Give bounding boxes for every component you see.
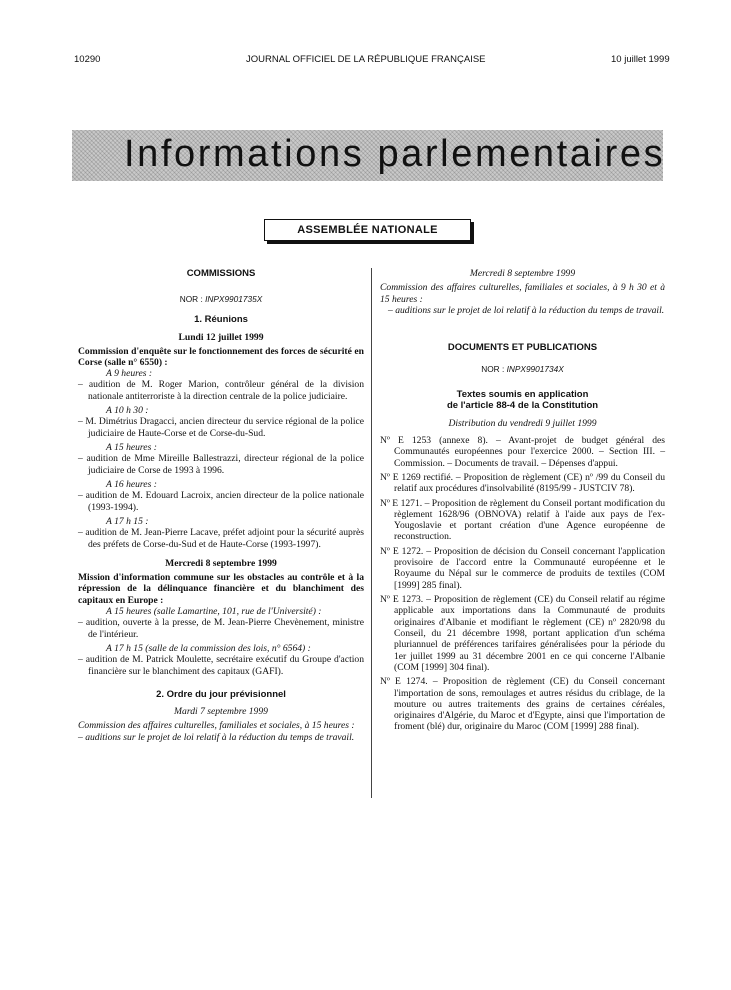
right-column [380, 268, 665, 736]
date-heading: Lundi 12 juillet 1999 [178, 332, 264, 344]
assembly-box: ASSEMBLÉE NATIONALE [264, 219, 471, 241]
agenda-item: – audition de M. Roger Marion, contrôleur général de la division nationale antiterroriste à la direction centrale de la police judiciaire. [78, 379, 364, 402]
section-reunions: 1. Réunions [194, 313, 248, 325]
agenda-item: – audition, ouverte à la presse, de M. Jean-Pierre Chevènement, ministre de l'intérieur. [78, 617, 364, 640]
textes-heading-line2: de l'article 88-4 de la Constitution [446, 400, 599, 412]
document-entry: Nº E 1269 rectifié. – Proposition de règlement (CE) nº /99 du Conseil du relatif aux procédures d'insolvabilité (8195/99 - JUSTCIV 78). [380, 471, 665, 495]
issue-date: 10 juillet 1999 [611, 54, 670, 65]
agenda-item: – auditions sur le projet de loi relatif à la réduction du temps de travail. [388, 304, 665, 316]
agenda-item: – audition de M. Jean-Pierre Lacave, préfet adjoint pour la sécurité auprès des préfets de Corse-du-Sud et de Haute-Corse (1993-1997). [78, 527, 364, 550]
nor-reference [380, 365, 665, 375]
time-label: A 17 h 15 (salle de la commission des lois, n° 6564) : [106, 643, 311, 654]
date-heading: Mercredi 8 septembre 1999 [165, 557, 277, 569]
commissions-heading: COMMISSIONS [186, 268, 256, 279]
time-label: A 15 heures : [106, 442, 157, 453]
agenda-item: – M. Dimétrius Dragacci, ancien directeur du service régional de la police judiciaire de Haute-Corse et de Corse-du-Sud. [78, 416, 364, 439]
document-entry: Nº E 1274. – Proposition de règlement (CE) du Conseil concernant l'importation de sons, remoulages et autres résidus du criblage, de la mouture ou autres traitements des grains de certaines céréales, originaires d'Algérie, du Maroc et d'Egypte, ainsi que l'importation de froment (blé) dur, originaire du Maroc (COM [1999] 288 final). [380, 676, 665, 733]
nor-reference [78, 295, 364, 305]
documents-heading: DOCUMENTS ET PUBLICATIONS [447, 342, 598, 354]
document-entry: Nº E 1271. – Proposition de règlement du Conseil portant modification du règlement 1628/96 (OBNOVA) relatif à l'aide aux pays de l'ex-Yougoslavie et portant création d'une Agence européenne de reconstruction. [380, 497, 665, 543]
date-heading: Mardi 7 septembre 1999 [174, 706, 268, 718]
document-entry: Nº E 1272. – Proposition de décision du Conseil concernant l'application provisoire de l'accord entre la Communauté européenne et le Royaume du Népal sur le commerce de produits de textiles (COM [1999] 285 final). [380, 545, 665, 591]
time-label: A 16 heures : [106, 478, 157, 490]
section-banner [72, 130, 666, 181]
nor-label: NOR : [481, 364, 505, 375]
commission-title: Mission d'information commune sur les obstacles au contrôle et à la répression de la délinquance financière et du blanchiment des capitaux en Europe : [78, 572, 364, 606]
commission-title: Commission des affaires culturelles, familiales et sociales, à 15 heures : [78, 720, 355, 732]
section-ordre-du-jour: 2. Ordre du jour prévisionnel [156, 688, 286, 700]
document-entry: Nº E 1273. – Proposition de règlement (CE) du Conseil relatif au régime applicable aux importations dans la Communauté de produits originaires d'Albanie et modifiant le règlement (CE) nº 2820/98 du Conseil, du 21 décembre 1998, portant application d'un schéma pluriannuel de préférences tarifaires généralisées pour la période du 1er juillet 1999 au 31 décembre 2001 en ce qui concerne l'Albanie (COM [1999] 304 final). [380, 594, 665, 673]
nor-code: INPX9901735X [205, 294, 263, 305]
agenda-item: – audition de M. Edouard Lacroix, ancien directeur de la police nationale (1993-1994). [78, 490, 364, 513]
agenda-item: – audition de M. Patrick Moulette, secrétaire exécutif du Groupe d'action financière sur le blanchiment des capitaux (GAFI). [78, 654, 364, 677]
time-label: A 10 h 30 : [106, 405, 149, 417]
time-label: A 15 heures (salle Lamartine, 101, rue de l'Université) : [106, 606, 322, 618]
document-entry: Nº E 1253 (annexe 8). – Avant-projet de budget général des Communautés européennes pour l'exercice 2000. – Section III. – Commission. – Documents de travail. – Dépenses d'appui. [380, 434, 665, 469]
time-label: A 17 h 15 : [106, 515, 149, 527]
page-number: 10290 [74, 54, 101, 65]
agenda-item: – audition de Mme Mireille Ballestrazzi, directeur régional de la police judiciaire de Corse de 1993 à 1996. [78, 453, 364, 476]
commission-title: Commission des affaires culturelles, familiales et sociales, à 9 h 30 et à 15 heures : [380, 282, 665, 305]
left-column [78, 268, 364, 743]
distribution-date: Distribution du vendredi 9 juillet 1999 [448, 417, 597, 429]
textes-heading-line1: Textes soumis en application [456, 389, 589, 401]
agenda-item: – auditions sur le projet de loi relatif à la réduction du temps de travail. [78, 731, 355, 743]
commission-title: Commission d'enquête sur le fonctionnement des forces de sécurité en Corse (salle n° 6550) : [78, 345, 364, 368]
column-divider [371, 268, 372, 798]
time-label: A 9 heures : [106, 368, 153, 380]
nor-code: INPX9901734X [506, 364, 564, 375]
banner-title: Informations parlementaires [124, 133, 666, 175]
journal-title: JOURNAL OFFICIEL DE LA RÉPUBLIQUE FRANÇAISE [246, 54, 486, 65]
date-heading: Mercredi 8 septembre 1999 [469, 268, 576, 279]
nor-label: NOR : [179, 294, 203, 305]
